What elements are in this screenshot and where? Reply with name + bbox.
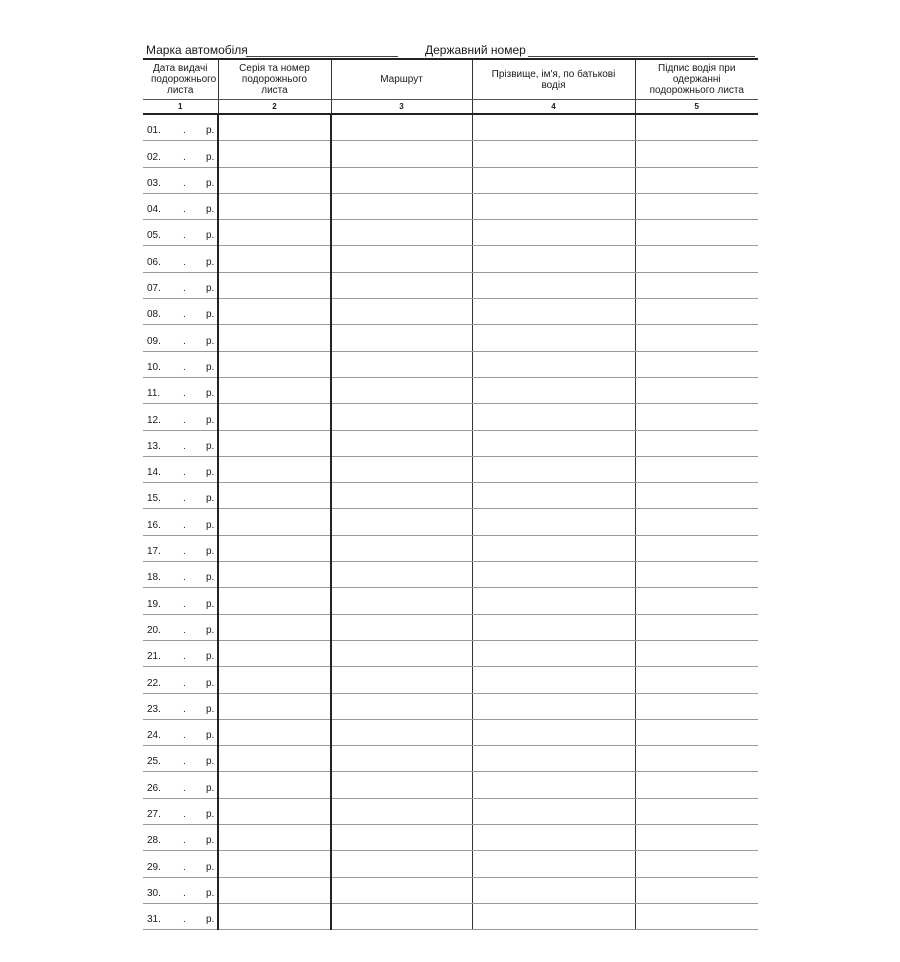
day-label: 23. [147, 703, 161, 715]
day-label: 08. [147, 309, 161, 321]
column-number: 2 [218, 100, 331, 115]
waybill-number-cell[interactable] [218, 562, 331, 588]
driver-signature-cell[interactable] [635, 246, 758, 272]
day-label: 06. [147, 256, 161, 268]
driver-signature-cell[interactable] [635, 377, 758, 403]
year-suffix: р. [206, 914, 215, 926]
driver-name-cell[interactable] [472, 351, 635, 377]
issue-date-cell[interactable] [143, 877, 218, 903]
driver-signature-cell[interactable] [635, 141, 758, 167]
day-label: 15. [147, 493, 161, 505]
issue-date-cell[interactable] [143, 667, 218, 693]
driver-signature-cell[interactable] [635, 404, 758, 430]
route-cell[interactable] [331, 851, 472, 877]
day-label: 17. [147, 546, 161, 558]
year-suffix: р. [206, 283, 215, 295]
table-row [143, 114, 758, 141]
driver-name-cell[interactable] [472, 193, 635, 219]
year-suffix: р. [206, 730, 215, 742]
issue-date-cell[interactable] [143, 141, 218, 167]
waybill-number-cell[interactable] [218, 114, 331, 141]
table-row [143, 851, 758, 877]
driver-name-cell[interactable] [472, 272, 635, 298]
year-suffix: р. [206, 440, 215, 452]
waybill-number-cell[interactable] [218, 772, 331, 798]
issue-date-cell[interactable] [143, 456, 218, 482]
driver-signature-cell[interactable] [635, 325, 758, 351]
table-row [143, 325, 758, 351]
date-separator: . [183, 414, 186, 426]
date-separator: . [183, 151, 186, 163]
issue-date-cell[interactable] [143, 483, 218, 509]
year-suffix: р. [206, 230, 215, 242]
year-suffix: р. [206, 677, 215, 689]
driver-name-cell[interactable] [472, 325, 635, 351]
driver-signature-cell[interactable] [635, 877, 758, 903]
table-row [143, 351, 758, 377]
day-label: 22. [147, 677, 161, 689]
issue-date-cell[interactable] [143, 562, 218, 588]
driver-name-cell[interactable] [472, 246, 635, 272]
route-cell[interactable] [331, 877, 472, 903]
issue-date-cell[interactable] [143, 114, 218, 141]
driver-name-cell[interactable] [472, 535, 635, 561]
year-suffix: р. [206, 546, 215, 558]
day-label: 13. [147, 440, 161, 452]
waybill-number-cell[interactable] [218, 588, 331, 614]
issue-date-cell[interactable] [143, 640, 218, 666]
waybill-number-cell[interactable] [218, 509, 331, 535]
table-row [143, 825, 758, 851]
issue-date-cell[interactable] [143, 693, 218, 719]
journal-header [146, 43, 758, 59]
date-separator: . [183, 914, 186, 926]
day-label: 18. [147, 572, 161, 584]
waybill-number-cell[interactable] [218, 167, 331, 193]
route-cell[interactable] [331, 667, 472, 693]
day-label: 27. [147, 809, 161, 821]
issue-date-cell[interactable] [143, 825, 218, 851]
year-suffix: р. [206, 861, 215, 873]
date-separator: . [183, 756, 186, 768]
issue-date-cell[interactable] [143, 246, 218, 272]
driver-name-cell[interactable] [472, 456, 635, 482]
route-cell[interactable] [331, 141, 472, 167]
date-separator: . [183, 809, 186, 821]
route-cell[interactable] [331, 719, 472, 745]
driver-signature-cell[interactable] [635, 719, 758, 745]
date-separator: . [183, 861, 186, 873]
year-suffix: р. [206, 782, 215, 794]
route-cell[interactable] [331, 351, 472, 377]
waybill-number-cell[interactable] [218, 220, 331, 246]
waybill-number-cell[interactable] [218, 614, 331, 640]
issue-date-cell[interactable] [143, 772, 218, 798]
table-row [143, 272, 758, 298]
table-header-row [143, 59, 758, 100]
date-separator: . [183, 125, 186, 137]
driver-signature-cell[interactable] [635, 299, 758, 325]
driver-name-cell[interactable] [472, 299, 635, 325]
date-separator: . [183, 177, 186, 189]
waybill-number-cell[interactable] [218, 272, 331, 298]
issue-date-cell[interactable] [143, 746, 218, 772]
driver-signature-cell[interactable] [635, 509, 758, 535]
date-separator: . [183, 335, 186, 347]
waybill-number-cell[interactable] [218, 141, 331, 167]
route-cell[interactable] [331, 325, 472, 351]
table-row [143, 640, 758, 666]
day-label: 04. [147, 204, 161, 216]
driver-name-cell[interactable] [472, 114, 635, 141]
table-row [143, 141, 758, 167]
day-label: 05. [147, 230, 161, 242]
route-cell[interactable] [331, 798, 472, 824]
driver-signature-cell[interactable] [635, 903, 758, 929]
table-row [143, 167, 758, 193]
driver-signature-cell[interactable] [635, 114, 758, 141]
driver-name-cell[interactable] [472, 220, 635, 246]
waybill-number-cell[interactable] [218, 693, 331, 719]
date-separator: . [183, 204, 186, 216]
driver-signature-cell[interactable] [635, 798, 758, 824]
route-cell[interactable] [331, 272, 472, 298]
date-separator: . [183, 546, 186, 558]
date-separator: . [183, 782, 186, 794]
column-header-waybill-number: Серія та номер подорожнього листа [218, 59, 331, 100]
waybill-number-cell[interactable] [218, 377, 331, 403]
route-cell[interactable] [331, 299, 472, 325]
waybill-number-cell[interactable] [218, 640, 331, 666]
year-suffix: р. [206, 887, 215, 899]
issue-date-cell[interactable] [143, 430, 218, 456]
table-row [143, 299, 758, 325]
driver-name-cell[interactable] [472, 798, 635, 824]
driver-name-cell[interactable] [472, 404, 635, 430]
column-number-row [143, 100, 758, 115]
driver-name-cell[interactable] [472, 509, 635, 535]
route-cell[interactable] [331, 167, 472, 193]
year-suffix: р. [206, 493, 215, 505]
driver-name-cell[interactable] [472, 562, 635, 588]
route-cell[interactable] [331, 430, 472, 456]
route-cell[interactable] [331, 246, 472, 272]
day-label: 29. [147, 861, 161, 873]
column-header-issue-date: Дата видачі подорожнього листа [143, 59, 218, 100]
column-number: 4 [472, 100, 635, 115]
date-separator: . [183, 572, 186, 584]
table-row [143, 877, 758, 903]
year-suffix: р. [206, 467, 215, 479]
year-suffix: р. [206, 177, 215, 189]
driver-signature-cell[interactable] [635, 193, 758, 219]
table-row [143, 903, 758, 929]
column-header-route: Маршрут [331, 59, 472, 100]
year-suffix: р. [206, 309, 215, 321]
waybill-number-cell[interactable] [218, 535, 331, 561]
issue-date-cell[interactable] [143, 193, 218, 219]
driver-signature-cell[interactable] [635, 351, 758, 377]
waybill-number-cell[interactable] [218, 299, 331, 325]
issue-date-cell[interactable] [143, 903, 218, 929]
route-cell[interactable] [331, 903, 472, 929]
driver-name-cell[interactable] [472, 640, 635, 666]
issue-date-cell[interactable] [143, 351, 218, 377]
driver-signature-cell[interactable] [635, 167, 758, 193]
column-header-driver-name: Прізвище, ім'я, по батькові водія [472, 59, 635, 100]
year-suffix: р. [206, 703, 215, 715]
route-cell[interactable] [331, 746, 472, 772]
year-suffix: р. [206, 624, 215, 636]
waybill-number-cell[interactable] [218, 851, 331, 877]
waybill-number-cell[interactable] [218, 456, 331, 482]
driver-signature-cell[interactable] [635, 220, 758, 246]
date-separator: . [183, 309, 186, 321]
day-label: 26. [147, 782, 161, 794]
table-row [143, 220, 758, 246]
driver-signature-cell[interactable] [635, 483, 758, 509]
year-suffix: р. [206, 204, 215, 216]
route-cell[interactable] [331, 614, 472, 640]
day-label: 11. [147, 388, 161, 400]
date-separator: . [183, 703, 186, 715]
year-suffix: р. [206, 809, 215, 821]
driver-signature-cell[interactable] [635, 588, 758, 614]
day-label: 21. [147, 651, 161, 663]
issue-date-cell[interactable] [143, 509, 218, 535]
table-row [143, 562, 758, 588]
year-suffix: р. [206, 598, 215, 610]
waybill-number-cell[interactable] [218, 667, 331, 693]
waybill-number-cell[interactable] [218, 746, 331, 772]
issue-date-cell[interactable] [143, 272, 218, 298]
driver-signature-cell[interactable] [635, 456, 758, 482]
table-row [143, 719, 758, 745]
driver-signature-cell[interactable] [635, 851, 758, 877]
issue-date-cell[interactable] [143, 798, 218, 824]
table-row [143, 377, 758, 403]
driver-name-cell[interactable] [472, 903, 635, 929]
issue-date-cell[interactable] [143, 404, 218, 430]
column-number: 1 [143, 100, 218, 115]
issue-date-cell[interactable] [143, 535, 218, 561]
driver-signature-cell[interactable] [635, 430, 758, 456]
column-number: 5 [635, 100, 758, 115]
day-label: 09. [147, 335, 161, 347]
year-suffix: р. [206, 572, 215, 584]
issue-date-cell[interactable] [143, 851, 218, 877]
day-label: 16. [147, 519, 161, 531]
driver-name-cell[interactable] [472, 693, 635, 719]
route-cell[interactable] [331, 588, 472, 614]
driver-signature-cell[interactable] [635, 825, 758, 851]
day-label: 30. [147, 887, 161, 899]
route-cell[interactable] [331, 193, 472, 219]
waybill-number-cell[interactable] [218, 483, 331, 509]
waybill-number-cell[interactable] [218, 430, 331, 456]
date-separator: . [183, 677, 186, 689]
table-row [143, 430, 758, 456]
table-row [143, 404, 758, 430]
table-row [143, 614, 758, 640]
day-label: 31. [147, 914, 161, 926]
driver-signature-cell[interactable] [635, 614, 758, 640]
day-label: 25. [147, 756, 161, 768]
year-suffix: р. [206, 414, 215, 426]
driver-signature-cell[interactable] [635, 772, 758, 798]
driver-name-cell[interactable] [472, 167, 635, 193]
waybill-number-cell[interactable] [218, 404, 331, 430]
driver-name-cell[interactable] [472, 877, 635, 903]
issue-date-cell[interactable] [143, 167, 218, 193]
table-row [143, 483, 758, 509]
date-separator: . [183, 624, 186, 636]
day-label: 14. [147, 467, 161, 479]
driver-name-cell[interactable] [472, 483, 635, 509]
year-suffix: р. [206, 361, 215, 373]
year-suffix: р. [206, 388, 215, 400]
date-separator: . [183, 493, 186, 505]
route-cell[interactable] [331, 404, 472, 430]
state-number-label: Державний номер [425, 43, 526, 57]
day-label: 03. [147, 177, 161, 189]
table-row [143, 588, 758, 614]
waybill-number-cell[interactable] [218, 351, 331, 377]
car-brand-field[interactable] [246, 56, 398, 57]
route-cell[interactable] [331, 114, 472, 141]
waybill-table [143, 58, 758, 930]
date-separator: . [183, 730, 186, 742]
date-separator: . [183, 598, 186, 610]
driver-name-cell[interactable] [472, 377, 635, 403]
route-cell[interactable] [331, 535, 472, 561]
state-number-field[interactable] [528, 56, 755, 57]
driver-name-cell[interactable] [472, 719, 635, 745]
date-separator: . [183, 361, 186, 373]
day-label: 07. [147, 283, 161, 295]
table-row [143, 798, 758, 824]
date-separator: . [183, 256, 186, 268]
date-separator: . [183, 519, 186, 531]
driver-signature-cell[interactable] [635, 535, 758, 561]
column-header-driver-signature: Підпис водія при одержанні подорожнього листа [635, 59, 758, 100]
day-label: 02. [147, 151, 161, 163]
driver-name-cell[interactable] [472, 614, 635, 640]
year-suffix: р. [206, 125, 215, 137]
waybill-number-cell[interactable] [218, 325, 331, 351]
year-suffix: р. [206, 756, 215, 768]
year-suffix: р. [206, 256, 215, 268]
issue-date-cell[interactable] [143, 719, 218, 745]
year-suffix: р. [206, 335, 215, 347]
table-row [143, 667, 758, 693]
day-label: 01. [147, 125, 161, 137]
day-label: 24. [147, 730, 161, 742]
day-label: 12. [147, 414, 161, 426]
issue-date-cell[interactable] [143, 325, 218, 351]
waybill-journal [143, 58, 758, 930]
driver-name-cell[interactable] [472, 430, 635, 456]
year-suffix: р. [206, 835, 215, 847]
route-cell[interactable] [331, 220, 472, 246]
table-row [143, 772, 758, 798]
table-row [143, 693, 758, 719]
driver-name-cell[interactable] [472, 667, 635, 693]
year-suffix: р. [206, 519, 215, 531]
table-row [143, 246, 758, 272]
driver-name-cell[interactable] [472, 851, 635, 877]
issue-date-cell[interactable] [143, 220, 218, 246]
day-label: 28. [147, 835, 161, 847]
car-brand-label: Марка автомобіля [146, 43, 248, 57]
driver-signature-cell[interactable] [635, 667, 758, 693]
date-separator: . [183, 835, 186, 847]
waybill-number-cell[interactable] [218, 193, 331, 219]
day-label: 19. [147, 598, 161, 610]
table-row [143, 456, 758, 482]
day-label: 10. [147, 361, 161, 373]
driver-name-cell[interactable] [472, 588, 635, 614]
issue-date-cell[interactable] [143, 614, 218, 640]
date-separator: . [183, 230, 186, 242]
driver-signature-cell[interactable] [635, 272, 758, 298]
year-suffix: р. [206, 651, 215, 663]
driver-signature-cell[interactable] [635, 640, 758, 666]
waybill-number-cell[interactable] [218, 877, 331, 903]
waybill-number-cell[interactable] [218, 719, 331, 745]
waybill-number-cell[interactable] [218, 825, 331, 851]
driver-name-cell[interactable] [472, 825, 635, 851]
day-label: 20. [147, 624, 161, 636]
route-cell[interactable] [331, 377, 472, 403]
driver-name-cell[interactable] [472, 772, 635, 798]
date-separator: . [183, 651, 186, 663]
table-body [143, 114, 758, 930]
waybill-number-cell[interactable] [218, 246, 331, 272]
route-cell[interactable] [331, 562, 472, 588]
driver-name-cell[interactable] [472, 141, 635, 167]
route-cell[interactable] [331, 825, 472, 851]
route-cell[interactable] [331, 640, 472, 666]
table-row [143, 193, 758, 219]
route-cell[interactable] [331, 509, 472, 535]
date-separator: . [183, 887, 186, 899]
table-row [143, 509, 758, 535]
column-number: 3 [331, 100, 472, 115]
date-separator: . [183, 283, 186, 295]
date-separator: . [183, 440, 186, 452]
driver-signature-cell[interactable] [635, 693, 758, 719]
driver-signature-cell[interactable] [635, 746, 758, 772]
route-cell[interactable] [331, 693, 472, 719]
driver-signature-cell[interactable] [635, 562, 758, 588]
route-cell[interactable] [331, 456, 472, 482]
table-row [143, 746, 758, 772]
date-separator: . [183, 467, 186, 479]
route-cell[interactable] [331, 772, 472, 798]
waybill-number-cell[interactable] [218, 798, 331, 824]
year-suffix: р. [206, 151, 215, 163]
issue-date-cell[interactable] [143, 377, 218, 403]
driver-name-cell[interactable] [472, 746, 635, 772]
issue-date-cell[interactable] [143, 588, 218, 614]
table-row [143, 535, 758, 561]
date-separator: . [183, 388, 186, 400]
waybill-number-cell[interactable] [218, 903, 331, 929]
issue-date-cell[interactable] [143, 299, 218, 325]
route-cell[interactable] [331, 483, 472, 509]
